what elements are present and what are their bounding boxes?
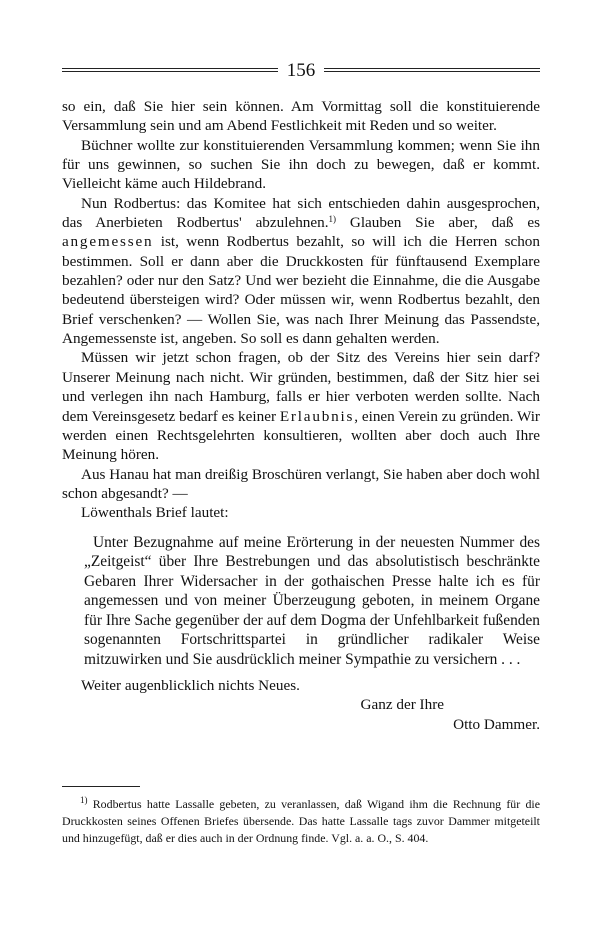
quoted-letter [62,533,540,670]
emphasized-word: Erlaubnis [279,407,355,425]
paragraph-rodbertus-text-c: ist, wenn Rodbertus bezahlt, so will ich die Herren schon bestimmen. Soll er dann aber die Druckkosten für fünftausend Exemplare bezahlen? oder nur den Satz? Und wer bezieht die Einnahme, die die Ausgabe bedeutend übersteigen wird? Oder müssen wir, wenn Rodbertus bezahlt, den Brief verschenken? — Wollen Sie, was nach Ihrer Meinung das Passendste, Angemessenste ist, angeben. So soll es dann gehalten werden. [62,233,540,348]
paragraph-vereinssitz-text-a: Müssen wir jetzt schon fragen, ob der Sitz des Vereins hier sein darf? Unserer Meinung nach nicht. Wir gründen, bestimmen, daß der Sitz hier sei und verlegen ihn nach Hamburg, falls er hier verboten werden sollte. Nach dem Vereinsgesetz bedarf es keiner [62,349,540,425]
quoted-letter-text: Unter Bezugnahme auf meine Erörterung in der neuesten Nummer des „Zeitgeist“ über Ihre Bestrebungen und das absolutistisch beschränkte Gebaren Ihrer Widersacher in der gothaischen Presse halte ich es für angemessen und von meiner Überzeugung geboten, in meinem Organe für Ihre Sache gegenüber der auf dem Dogma der Unfehlbarkeit fußenden sogenannten Fortschrittspartei in gründlicher radikaler Weise mitzuwirken und Sie ausdrücklich meiner Sympathie zu versichern . . . [84,533,540,668]
footnote [62,796,540,848]
footnote-body: Rodbertus hatte Lassalle gebeten, zu veranlassen, daß Wigand ihm die Rechnung für die Druckkosten seines Offenen Briefes übersende. Das hatte Lassalle tags zuvor Dammer mitgeteilt und hinzugefügt, daß er dies auch in der Ordnung finde. Vgl. a. a. O., S. 404. [62,797,540,846]
header-rule-left [62,66,278,74]
paragraph-continued: so ein, daß Sie hier sein können. Am Vormittag soll die konstituierende Versammlung sein und am Abend Festlichkeit mit Reden und so weiter. [62,98,540,135]
footnote-rule [62,786,140,787]
emphasized-word: angemessen [62,233,154,251]
paragraph-loewenthal-intro: Löwenthals Brief lautet: [81,504,229,522]
paragraph-rodbertus-text-a: Nun Rodbertus: das Komitee hat sich entschieden dahin ausgesprochen, das Anerbieten Rodbertus' abzulehnen. [62,194,540,232]
paragraph-news: Weiter augenblicklich nichts Neues. [81,677,300,695]
footnote-marker: 1) [80,795,88,805]
paragraph-hanau: Aus Hanau hat man dreißig Broschüren verlangt, Sie haben aber doch wohl schon abgesandt? — [62,465,540,502]
paragraph-vereinssitz [62,348,540,464]
footnote-reference: 1) [328,214,337,225]
header-rule-right [324,66,540,74]
paragraph-vereinssitz-text-b: , einen Verein zu gründen. Wir werden einen Rechtsgelehrten konsultieren, wollten aber doch auch Ihre Meinung hören. [62,407,540,464]
page-header [62,55,540,85]
footnote-text [62,796,540,848]
paragraph-buechner: Büchner wollte zur konstituierenden Versammlung kommen; wenn Sie ihn für uns gewinnen, so suchen Sie ihn doch zu bewegen, daß er kommt. Vielleicht käme auch Hildebrand. [62,136,540,193]
paragraph-rodbertus-text-b: Glauben Sie aber, daß es [336,214,540,232]
letter-body [62,97,540,734]
signature: Otto Dammer. [453,715,540,733]
closing-phrase: Ganz der Ihre [360,696,444,714]
page-number: 156 [286,59,316,81]
paragraph-rodbertus [62,194,540,349]
